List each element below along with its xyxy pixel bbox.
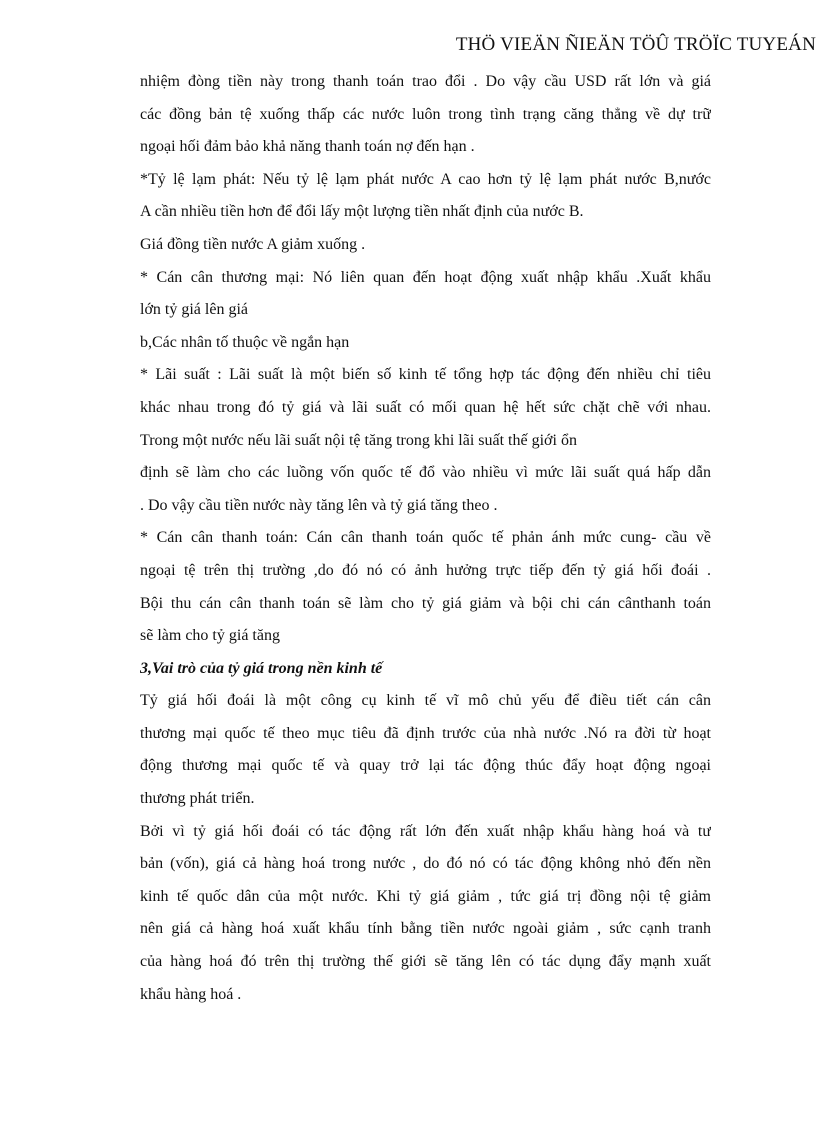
- text-line: nên giá cả hàng hoá xuất khẩu tính bằng tiền nước ngoài giảm , sức cạnh tranh: [140, 920, 711, 938]
- text-line: thương mại quốc tế theo mục tiêu đã định trước của nhà nước .Nó ra đời từ hoạt: [140, 724, 711, 742]
- text-line: sẽ làm cho tỷ giá tăng: [140, 627, 280, 645]
- text-line: A cần nhiều tiền hơn để đổi lấy một lượng tiền nhất định của nước B.: [140, 203, 584, 221]
- text-line: Tỷ giá hối đoái là một công cụ kinh tế vĩ mô chủ yếu để điều tiết cán cân: [140, 692, 711, 710]
- text-line: Giá đồng tiền nước A giảm xuống .: [140, 235, 366, 253]
- document-body: [140, 66, 711, 1011]
- text-line: bản (vốn), giá cả hàng hoá trong nước , do đó nó có tác động không nhỏ đến nền: [140, 855, 711, 873]
- text-line: *Tỷ lệ lạm phát: Nếu tỷ lệ lạm phát nước A cao hơn tỷ lệ lạm phát nước B,nước: [140, 170, 711, 188]
- text-line: ngoại hối đảm bảo khả năng thanh toán nợ đến hạn .: [140, 138, 475, 156]
- section-heading: 3,Vai trò của tỷ giá trong nền kinh tế: [140, 659, 383, 677]
- text-line: ngoại tệ trên thị trường ,do đó nó có ảnh hưởng trực tiếp đến tỷ giá hối đoái .: [140, 561, 711, 579]
- text-line: . Do vậy cầu tiền nước này tăng lên và tỷ giá tăng theo .: [140, 496, 498, 514]
- section-subheading: b,Các nhân tố thuộc về ngắn hạn: [140, 333, 350, 351]
- page-header-title: THÖ VIEÄN ÑIEÄN TÖÛ TRÖÏC TUYEÁN: [455, 34, 816, 55]
- text-line: định sẽ làm cho các luồng vốn quốc tế đổ vào nhiều vì mức lãi suất quá hấp dẫn: [140, 464, 711, 482]
- text-line: Trong một nước nếu lãi suất nội tệ tăng trong khi lãi suất thế giới ổn: [140, 431, 577, 449]
- text-line: của hàng hoá đó trên thị trường thế giới sẽ tăng lên có tác dụng đẩy mạnh xuất: [140, 953, 711, 971]
- text-line: Bởi vì tỷ giá hối đoái có tác động rất lớn đến xuất nhập khẩu hàng hoá và tư: [140, 822, 711, 840]
- text-line: Bội thu cán cân thanh toán sẽ làm cho tỷ giá giảm và bội chi cán cânthanh toán: [140, 594, 711, 612]
- text-line: * Cán cân thương mại: Nó liên quan đến hoạt động xuất nhập khẩu .Xuất khẩu: [140, 268, 711, 286]
- text-line: động thương mại quốc tế và quay trở lại tác động thúc đẩy hoạt động ngoại: [140, 757, 711, 775]
- text-line: * Lãi suất : Lãi suất là một biến số kinh tế tổng hợp tác động đến nhiều chỉ tiêu: [140, 366, 711, 384]
- text-line: khác nhau trong đó tỷ giá và lãi suất có mối quan hệ hết sức chặt chẽ với nhau.: [140, 398, 711, 416]
- text-line: kinh tế quốc dân của một nước. Khi tỷ giá giảm , tức giá trị đồng nội tệ giảm: [140, 887, 711, 905]
- text-line: lớn tỷ giá lên giá: [140, 301, 248, 319]
- text-line: * Cán cân thanh toán: Cán cân thanh toán quốc tế phản ánh mức cung- cầu về: [140, 529, 711, 547]
- text-line: thương phát triển.: [140, 790, 255, 808]
- text-line: nhiệm đòng tiền này trong thanh toán trao đổi . Do vậy cầu USD rất lớn và giá: [140, 73, 711, 90]
- text-line: khẩu hàng hoá .: [140, 985, 242, 1003]
- text-line: các đồng bản tệ xuống thấp các nước luôn trong tình trạng căng thẳng về dự trữ: [140, 105, 711, 123]
